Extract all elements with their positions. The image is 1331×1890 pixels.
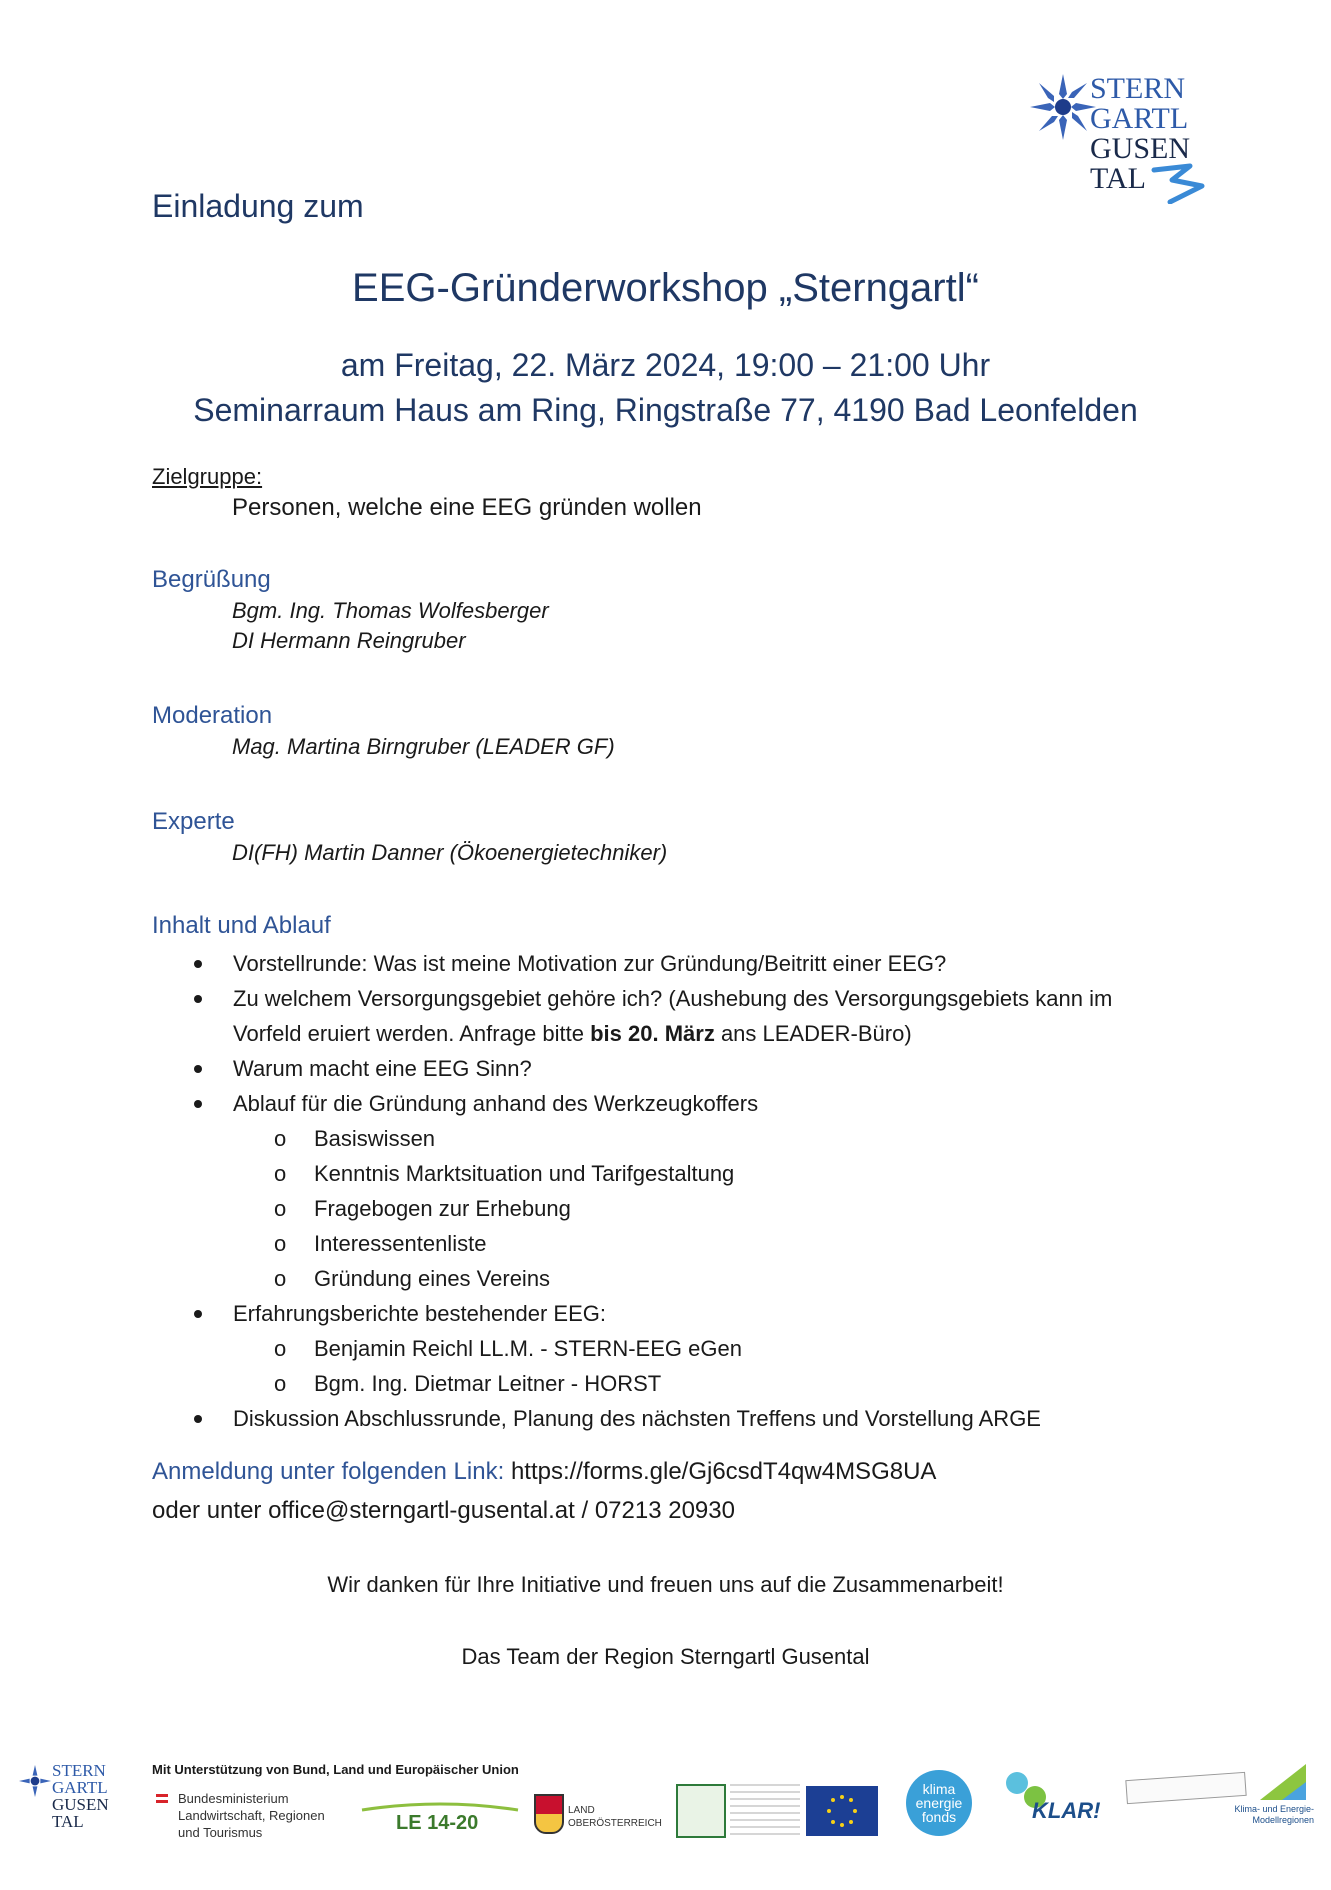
event-title: EEG-Gründerworkshop „Sterngartl“ [352, 266, 979, 310]
registration-contact: oder unter office@sterngartl-gusental.at / 07213 20930 [152, 1497, 735, 1524]
thanks-text: Wir danken für Ihre Initiative und freuen uns auf die Zusammenarbeit! [327, 1572, 1004, 1597]
agenda-item-text: Ablauf für die Gründung anhand des Werkzeugkoffers [233, 1091, 759, 1116]
coat-of-arms-icon [534, 1794, 564, 1834]
bullet-icon [194, 1415, 202, 1423]
cornflower-icon [1028, 72, 1098, 142]
klar-logo [1006, 1772, 1126, 1838]
footer-sterngartl-logo [18, 1762, 138, 1842]
agenda-subitem-text: Kenntnis Marktsituation und Tarifgestaltung [314, 1161, 735, 1186]
agenda-item-text: Warum macht eine EEG Sinn? [233, 1056, 532, 1081]
event-venue: Seminarraum Haus am Ring, Ringstraße 77, 4190 Bad Leonfelden [193, 392, 1138, 428]
klima-line: fonds [921, 1809, 957, 1825]
leader-logo-icon [676, 1784, 726, 1838]
klima-energie-fonds-logo [906, 1770, 972, 1836]
bullet-icon [194, 960, 202, 968]
agenda-item-text: Diskussion Abschlussrunde, Planung des nächsten Treffens und Vorstellung ARGE [233, 1406, 1041, 1431]
moderation-person: Mag. Martina Birngruber (LEADER GF) [232, 734, 615, 759]
eu-fund-text-icon [730, 1784, 800, 1840]
austria-flag-icon [156, 1794, 168, 1797]
moderation-heading: Moderation [152, 702, 273, 729]
austria-flag-stripe [156, 1800, 168, 1803]
sub-bullet-icon: o [274, 1231, 287, 1256]
expert-heading: Experte [152, 808, 235, 835]
agenda-subitem-text: Gründung eines Vereins [314, 1266, 551, 1291]
welcome-heading: Begrüßung [152, 566, 271, 593]
agenda-heading: Inhalt und Ablauf [152, 912, 331, 939]
klima-line: klima [922, 1781, 956, 1797]
expert-person: DI(FH) Martin Danner (Ökoenergietechniker) [232, 840, 668, 865]
welcome-person: Bgm. Ing. Thomas Wolfesberger [232, 598, 549, 623]
sub-bullet-icon: o [274, 1266, 287, 1291]
eu-flag-icon [806, 1786, 878, 1836]
bullet-icon [194, 1065, 202, 1073]
ministry-line: Bundesministerium [178, 1791, 289, 1806]
kem-line: Modellregionen [1252, 1815, 1314, 1825]
logo-wave-icon [1150, 162, 1210, 204]
le-logo [360, 1800, 520, 1840]
land-line: LAND [568, 1805, 595, 1816]
ministry-logo [152, 1790, 352, 1850]
logo-line-1: STERN [1090, 72, 1186, 105]
event-date: am Freitag, 22. März 2024, 19:00 – 21:00 Uhr [340, 347, 991, 383]
land-line: OBERÖSTERREICH [568, 1818, 662, 1829]
agenda-item-text: Erfahrungsberichte bestehender EEG: [233, 1301, 607, 1326]
support-text: Mit Unterstützung von Bund, Land und Europäischer Union [152, 1762, 519, 1777]
registration-link[interactable]: https://forms.gle/Gj6csdT4qw4MSG8UA [510, 1458, 937, 1485]
sub-bullet-icon: o [274, 1196, 287, 1221]
welcome-person: DI Hermann Reingruber [232, 628, 466, 653]
footer-logo-line: GARTL [52, 1778, 108, 1797]
le-text: LE 14-20 [396, 1812, 479, 1834]
sub-bullet-icon: o [274, 1126, 287, 1151]
klar-text: KLAR! [1032, 1798, 1101, 1823]
footer-logo-line: STERN [52, 1761, 106, 1780]
agenda-subitem-text: Interessentenliste [314, 1231, 487, 1256]
intro-text: Einladung zum [152, 188, 364, 224]
agenda-item-text: Zu welchem Versorgungsgebiet gehöre ich? (Aushebung des Versorgungsgebiets kann im [233, 986, 1113, 1011]
bullet-icon [194, 1310, 202, 1318]
logo-line-2: GARTL [1090, 102, 1189, 135]
sterngartl-logo [1018, 62, 1218, 212]
registration-label: Anmeldung unter folgenden Link: [152, 1458, 505, 1485]
kem-logo [1228, 1762, 1314, 1838]
agenda-subitem-text: Benjamin Reichl LL.M. - STERN-EEG eGen [314, 1336, 742, 1361]
agenda-item-text: Vorstellrunde: Was ist meine Motivation zur Gründung/Beitritt einer EEG? [233, 951, 947, 976]
agenda-subitem-text: Basiswissen [314, 1126, 436, 1151]
agenda-item-text: Vorfeld eruiert werden. Anfrage bitte bis 20. März ans LEADER-Büro) [233, 1021, 912, 1046]
footer-logo-line: TAL [52, 1812, 84, 1831]
sub-bullet-icon: o [274, 1161, 287, 1186]
sub-bullet-icon: o [274, 1371, 287, 1396]
registration-line [152, 1458, 936, 1486]
klima-line: energie [915, 1795, 963, 1811]
target-heading: Zielgruppe: [152, 464, 263, 489]
deadline-text: bis 20. März [590, 1021, 715, 1046]
target-text: Personen, welche eine EEG gründen wollen [232, 494, 702, 521]
ministry-line: Landwirtschaft, Regionen [178, 1808, 325, 1823]
team-signature: Das Team der Region Sterngartl Gusental [461, 1644, 870, 1669]
bullet-icon [194, 995, 202, 1003]
bullet-icon [194, 1100, 202, 1108]
footer-logo-line: GUSEN [52, 1795, 109, 1814]
kem-triangle-icon [1258, 1762, 1308, 1802]
logo-line-4: TAL [1090, 162, 1146, 195]
kem-line: Klima- und Energie- [1234, 1804, 1314, 1814]
ministry-line: und Tourismus [178, 1825, 263, 1840]
agenda-subitem-text: Bgm. Ing. Dietmar Leitner - HORST [314, 1371, 662, 1396]
sub-bullet-icon: o [274, 1336, 287, 1361]
cornflower-icon [18, 1764, 52, 1798]
land-ooe-logo [534, 1788, 664, 1848]
agenda-subitem-text: Fragebogen zur Erhebung [314, 1196, 571, 1221]
logo-line-3: GUSEN [1090, 132, 1191, 165]
